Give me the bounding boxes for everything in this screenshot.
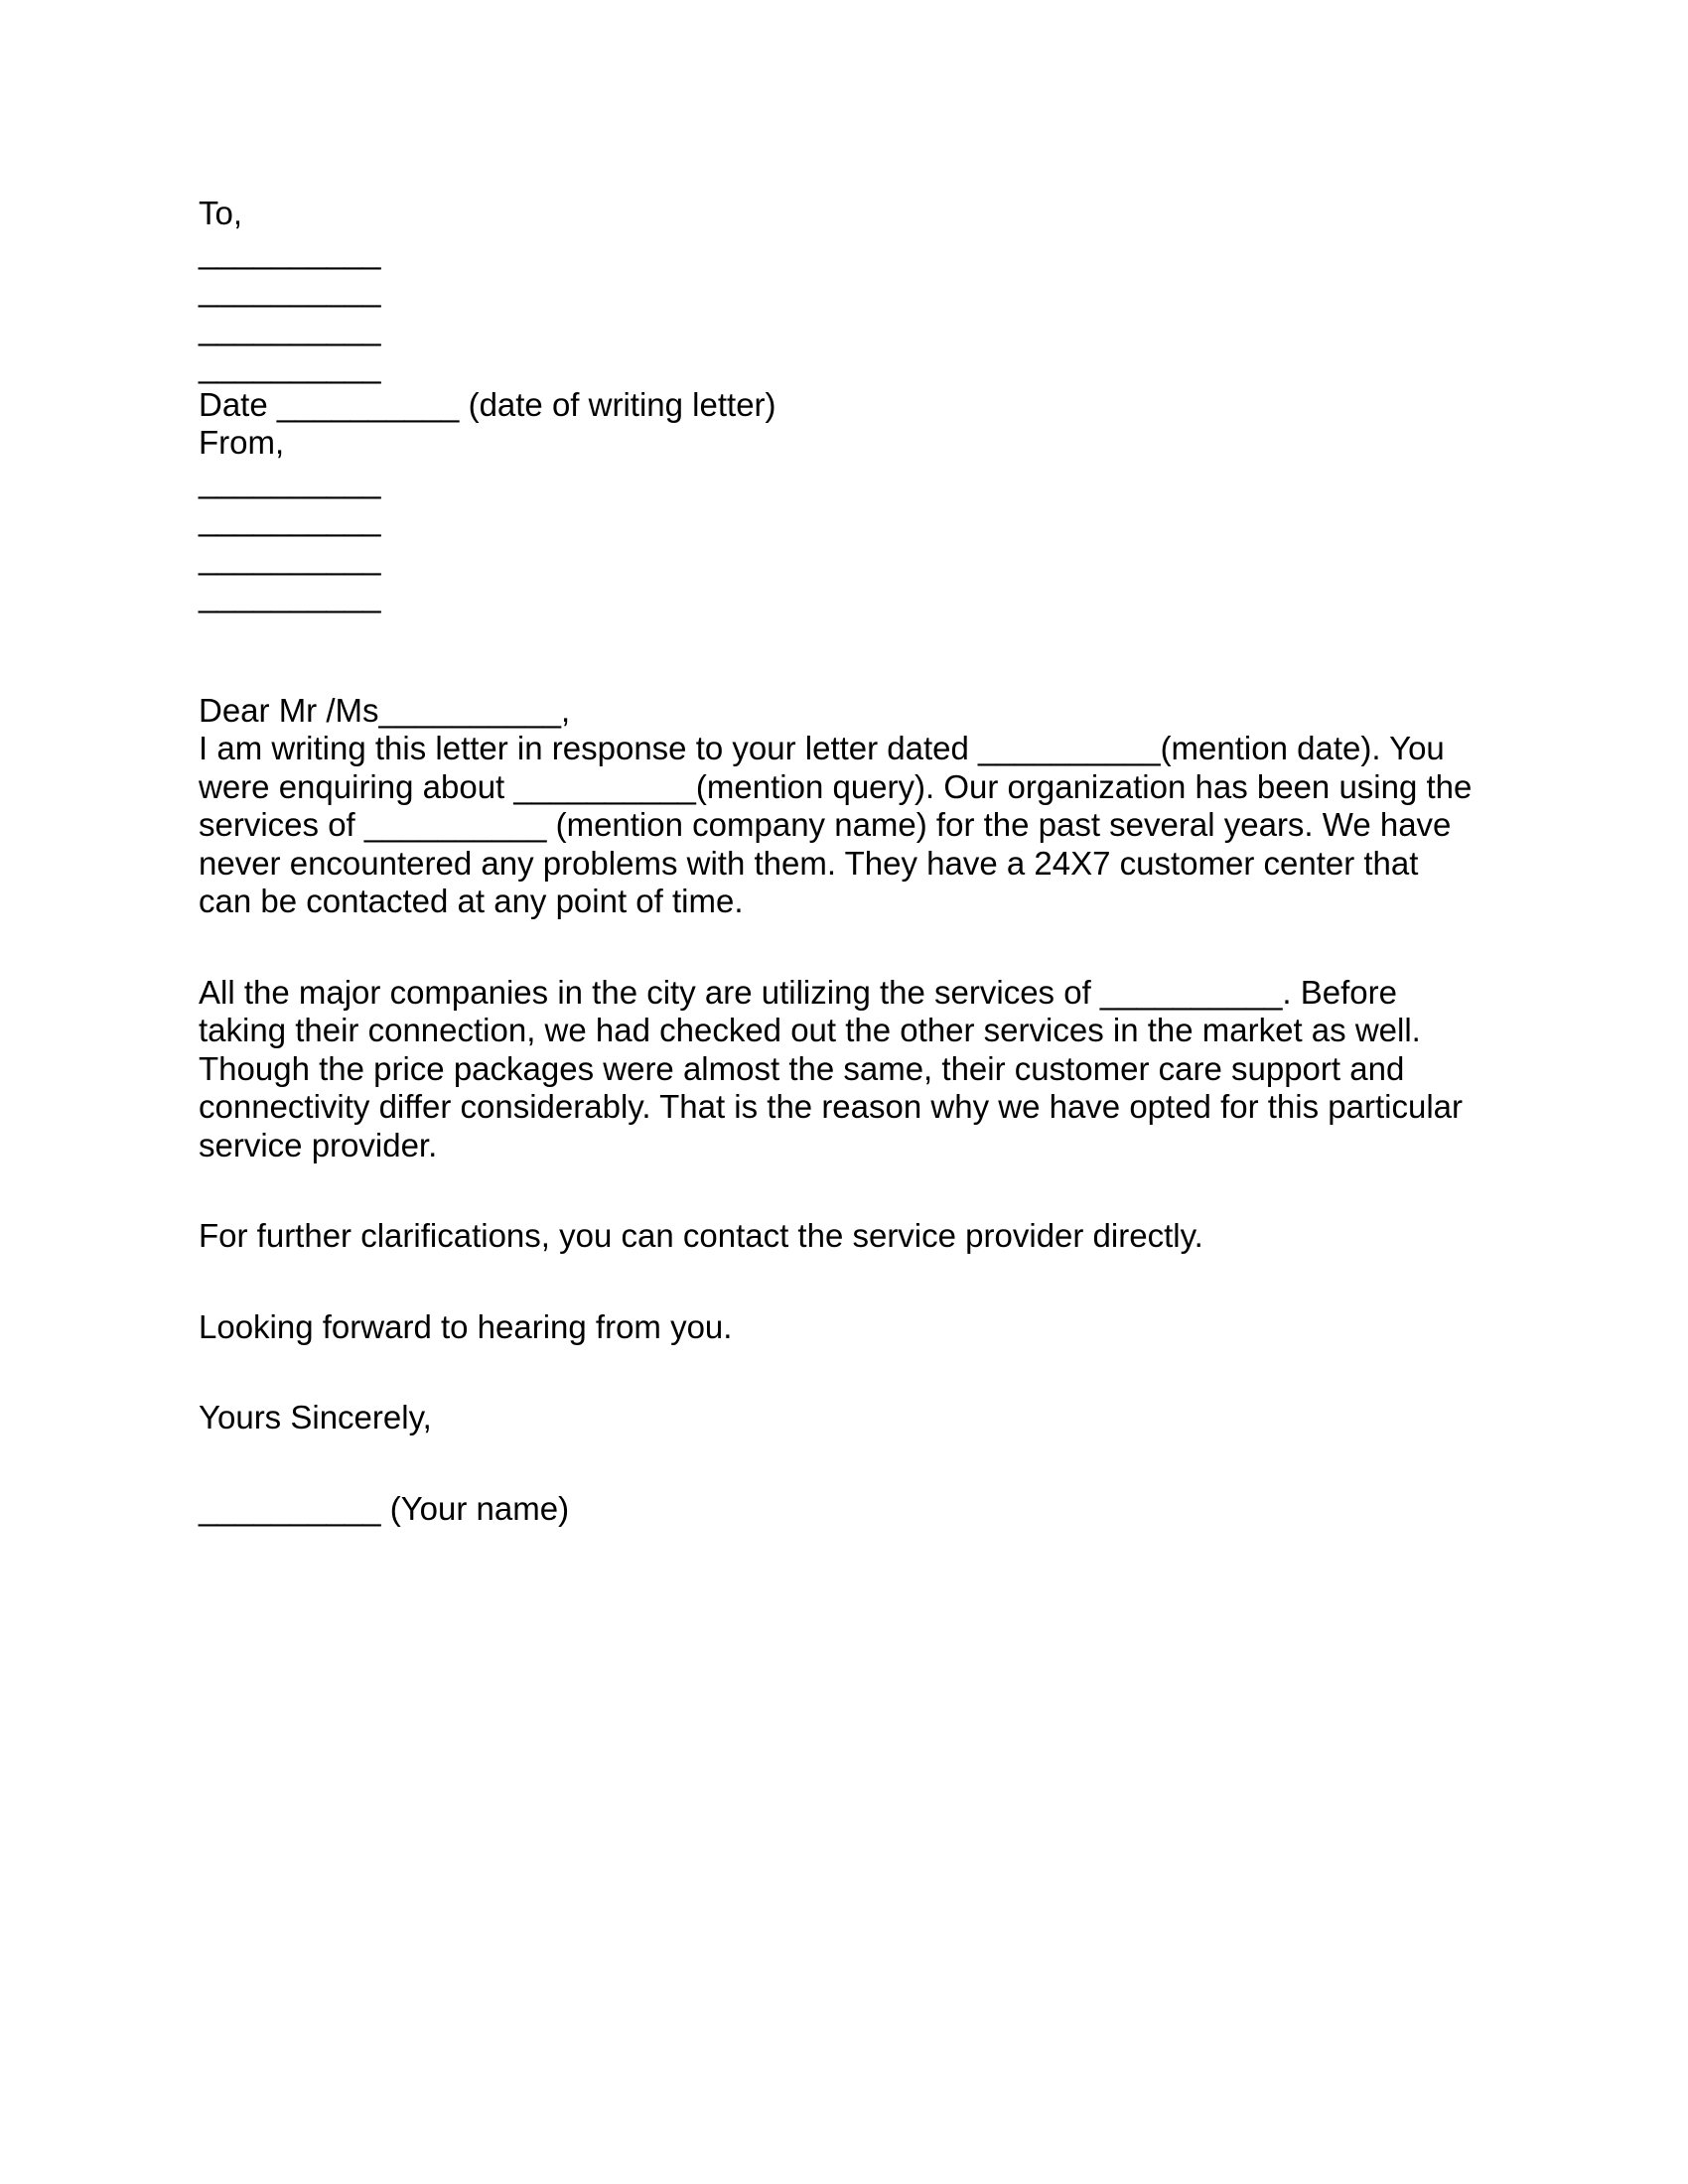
from-address-line: __________ xyxy=(199,538,381,576)
spacer xyxy=(199,921,1499,974)
paragraph-3: For further clarifications, you can contact the service provider directly. xyxy=(199,1217,1203,1254)
to-address-line: __________ xyxy=(199,309,381,346)
to-address-line: __________ xyxy=(199,347,381,384)
paragraph-line: services of __________ (mention company name) for the past several years. We have xyxy=(199,806,1452,843)
spacer xyxy=(199,1256,1499,1308)
spacer xyxy=(199,1346,1499,1399)
to-address-line: __________ xyxy=(199,232,381,270)
spacer xyxy=(199,1164,1499,1217)
paragraph-line: I am writing this letter in response to your letter dated __________(mention date). You xyxy=(199,730,1445,766)
paragraph-1 xyxy=(199,730,1499,921)
paragraph-line: taking their connection, we had checked out the other services in the market as well. xyxy=(199,1012,1421,1048)
paragraph-line: service provider. xyxy=(199,1126,438,1163)
letter-body xyxy=(199,195,1499,1528)
from-address-line: __________ xyxy=(199,462,381,499)
spacer xyxy=(199,615,1499,692)
spacer xyxy=(199,1437,1499,1490)
from-address-line: __________ xyxy=(199,577,381,614)
paragraph-4: Looking forward to hearing from you. xyxy=(199,1307,733,1345)
signature-line: __________ (Your name) xyxy=(199,1489,570,1527)
salutation: Dear Mr /Ms__________, xyxy=(199,691,571,729)
paragraph-line: Though the price packages were almost the same, their customer care support and xyxy=(199,1049,1405,1087)
date-line: Date __________ (date of writing letter) xyxy=(199,385,776,423)
from-heading: From, xyxy=(199,424,285,461)
paragraph-line: never encountered any problems with them. They have a 24X7 customer center that xyxy=(199,844,1419,882)
paragraph-line: can be contacted at any point of time. xyxy=(199,883,744,919)
paragraph-2 xyxy=(199,974,1499,1165)
paragraph-line: connectivity differ considerably. That is the reason why we have opted for this particular xyxy=(199,1088,1463,1125)
to-address-line: __________ xyxy=(199,271,381,308)
to-heading: To, xyxy=(199,195,243,231)
paragraph-line: were enquiring about __________(mention query). Our organization has been using the xyxy=(199,767,1473,805)
closing: Yours Sincerely, xyxy=(199,1399,432,1435)
from-address-line: __________ xyxy=(199,500,381,537)
paragraph-line: All the major companies in the city are utilizing the services of __________. Before xyxy=(199,973,1397,1011)
